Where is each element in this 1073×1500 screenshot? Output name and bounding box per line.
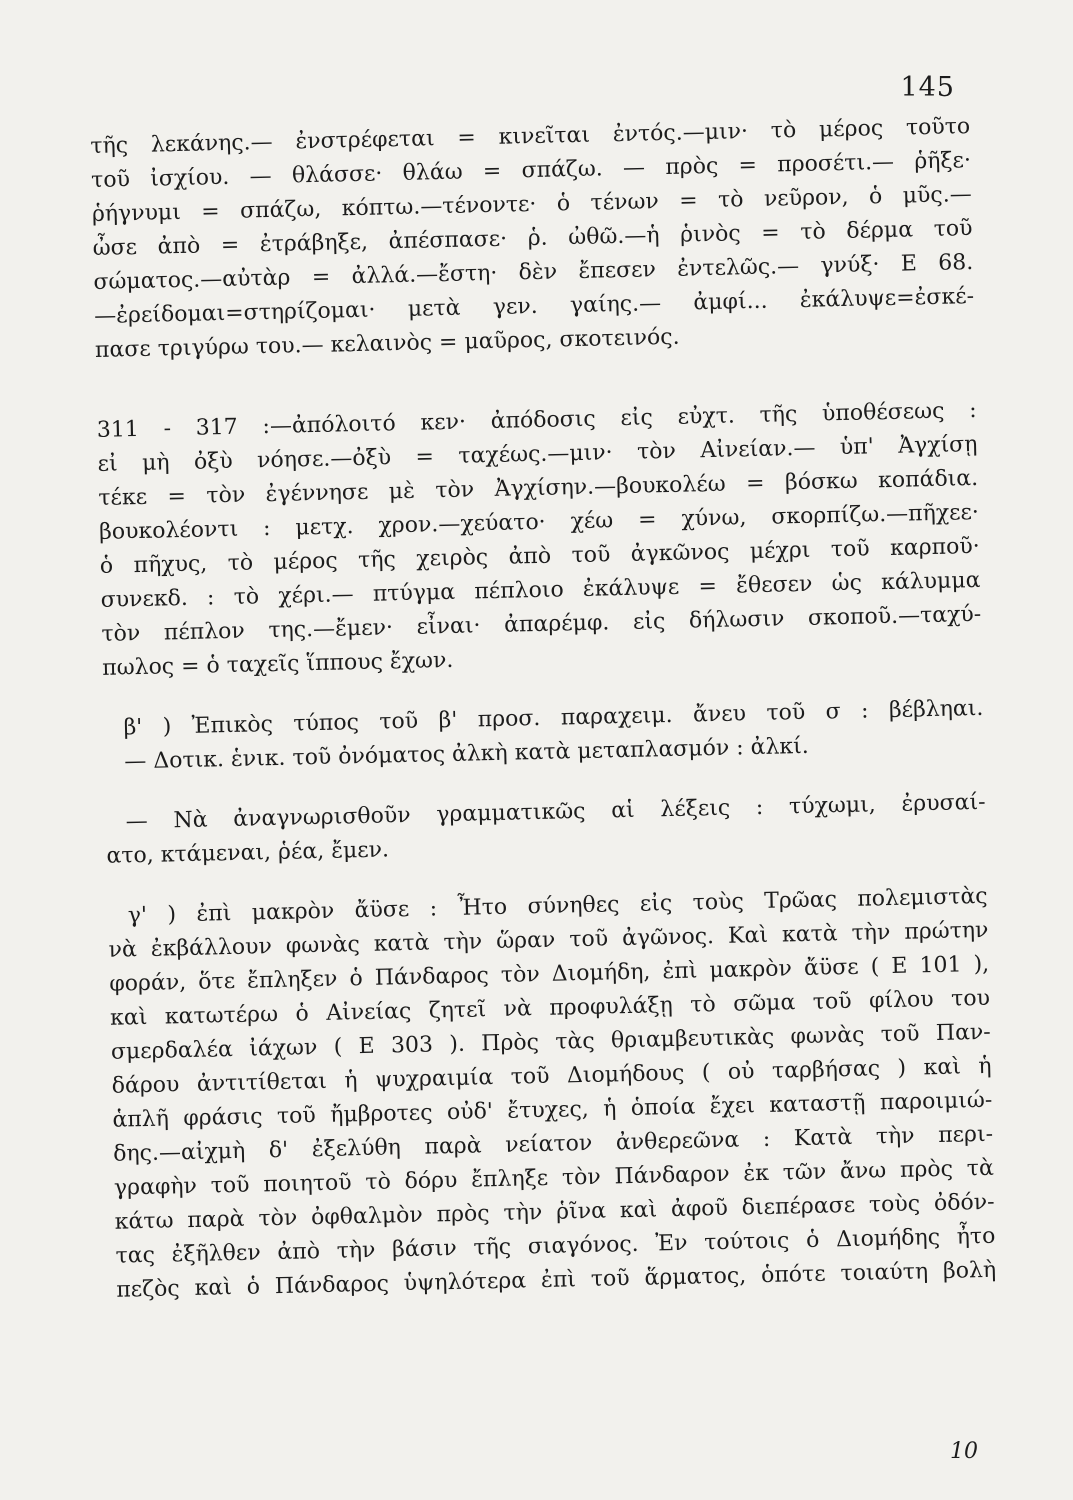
text-line: γραφὴν τοῦ ποιητοῦ τὸ δόρυ ἔπληξε τὸν Πάνδαρον ἐκ τῶν ἄνω πρὸς τὰ xyxy=(113,1155,995,1201)
text-line: — Δοτικ. ἑνικ. τοῦ ὀνόματος ἀλκὴ κατὰ μεταπλασμόν : ἀλκί. xyxy=(124,733,810,775)
text-line: νὰ ἐκβάλλουν φωνὰς κατὰ τὴν ὥραν τοῦ ἀγῶνος. Καὶ κατὰ τὴν πρώτην xyxy=(108,917,989,963)
text-line: ὁ πῆχυς, τὸ μέρος τῆς χειρὸς ἀπὸ τοῦ ἀγκῶνος μέχρι τοῦ καρποῦ· xyxy=(99,533,980,579)
text-line: — Νὰ ἀναγνωρισθοῦν γραμματικῶς αἱ λέξεις : τύχωμι, ἐρυσαί- xyxy=(125,789,986,835)
text-line: τὸν πέπλον της.—ἔμεν· εἶναι· ἀπαρέμφ. εἰς δήλωσιν σκοποῦ.—ταχύ- xyxy=(101,601,982,647)
text-line: ατο, κτάμεναι, ῥέα, ἔμεν. xyxy=(106,837,390,869)
text-line: πωλος = ὁ ταχεῖς ἵππους ἔχων. xyxy=(101,647,454,681)
text-line: ῥήγνυμι = σπάζω, κόπτω.—τένοντε· ὁ τένων = τὸ νεῦρον, ὁ μῦς.— xyxy=(91,182,972,227)
text-line: τέκε = τὸν ἐγέννησε μὲ τὸν Ἀγχίσην.—βουκολέω = βόσκω κοπάδια. xyxy=(98,465,979,511)
text-line: τοῦ ἰσχίου. — θλάσσε· θλάω = σπάζω. — πρὸς = προσέτι.— ῥῆξε· xyxy=(90,148,972,193)
text-line: σώματος.—αὐτὰρ = ἀλλά.—ἔστη· δὲν ἔπεσεν ἐντελῶς.— γνύξ· Ε 68. xyxy=(93,249,974,295)
text-line: δάρου ἀντιτίθεται ἡ ψυχραιμία τοῦ Διομήδους ( οὐ ταρβήσας ) καὶ ἡ xyxy=(111,1053,992,1099)
text-line: 311 - 317 :—ἀπόλοιτό κεν· ἀπόδοσις εἰς εὐχτ. τῆς ὑποθέσεως : xyxy=(96,397,977,443)
text-line: β' ) Ἐπικὸς τύπος τοῦ β' προσ. παραχειμ. ἄνευ τοῦ σ : βέβληαι. xyxy=(123,695,984,741)
text-line: τῆς λεκάνης.— ἐνστρέφεται = κινεῖται ἐντός.—μιν· τὸ μέρος τοῦτο xyxy=(90,114,971,159)
text-line: κάτω παρὰ τὸν ὀφθαλμὸν πρὸς τὴν ῥῖνα καὶ ἀφοῦ διεπέρασε τοὺς ὀδόν- xyxy=(114,1189,995,1235)
text-line: ὦσε ἀπὸ = ἐτράβηξε, ἀπέσπασε· ῥ. ὠθῶ.—ἡ ῥινὸς = τὸ δέρμα τοῦ xyxy=(92,216,973,261)
paragraph-gamma xyxy=(107,880,996,1308)
text-line: γ' ) ἐπὶ μακρὸν ἄϋσε : Ἦτο σύνηθες εἰς τοὺς Τρῶας πολεμιστὰς xyxy=(127,883,988,929)
text-line: σμερδαλέα ἰάχων ( Ε 303 ). Πρὸς τὰς θριαμβευτικὰς φωνὰς τοῦ Παν- xyxy=(110,1019,991,1065)
signature-mark: 10 xyxy=(950,1439,978,1464)
text-line: πασε τριγύρω του.— κελαινὸς = μαῦρος, σκοτεινός. xyxy=(94,324,680,363)
text-line: βουκολέοντι : μετχ. χρον.—χεύατο· χέω = χύνω, σκορπίζω.—πῆχεε· xyxy=(98,499,980,545)
text-line: —ἐρείδομαι=στηρίζομαι· μετὰ γεν. γαίης.— ἀμφί... ἐκάλυψε=ἐσκέ- xyxy=(93,283,975,329)
text-line: συνεκδ. : τὸ χέρι.— πτύγμα πέπλοιο ἐκάλυψε = ἔθεσεν ὡς κάλυμμα xyxy=(100,567,981,613)
text-line: φοράν, ὅτε ἔπληξεν ὁ Πάνδαρος τὸν Διομήδη, ἐπὶ μακρὸν ἄϋσε ( Ε 101 ), xyxy=(109,951,990,997)
text-line: πεζὸς καὶ ὁ Πάνδαρος ὑψηλότερα ἐπὶ τοῦ ἅρματος, ὁπότε τοιαύτη βολὴ xyxy=(116,1257,997,1303)
text-line: τας ἐξῆλθεν ἀπὸ τὴν βάσιν τῆς σιαγόνος. Ἐν τούτοις ὁ Διομήδης ἦτο xyxy=(115,1223,996,1269)
text-line: δης.—αἰχμὴ δ' ἐξελύθη παρὰ νείατον ἀνθερεῶνα : Κατὰ τὴν περι- xyxy=(112,1121,994,1167)
paragraph-glossary-1 xyxy=(90,110,975,368)
text-line: καὶ κατωτέρω ὁ Αἰνείας ζητεῖ νὰ προφυλάξῃ τὸ σῶμα τοῦ φίλου του xyxy=(109,985,991,1031)
paragraph-311-317 xyxy=(96,394,982,686)
text-line: εἰ μὴ ὀξὺ νόησε.—ὀξὺ = ταχέως.—μιν· τὸν Αἰνείαν.— ὑπ' Ἀγχίσῃ xyxy=(97,431,978,477)
text-line: ἁπλῆ φράσις τοῦ ἤμβροτες οὐδ' ἔτυχες, ἡ ὁποία ἔχει καταστῇ παροιμιώ- xyxy=(112,1087,993,1133)
page-number: 145 xyxy=(900,72,955,103)
page-text xyxy=(90,110,996,1308)
